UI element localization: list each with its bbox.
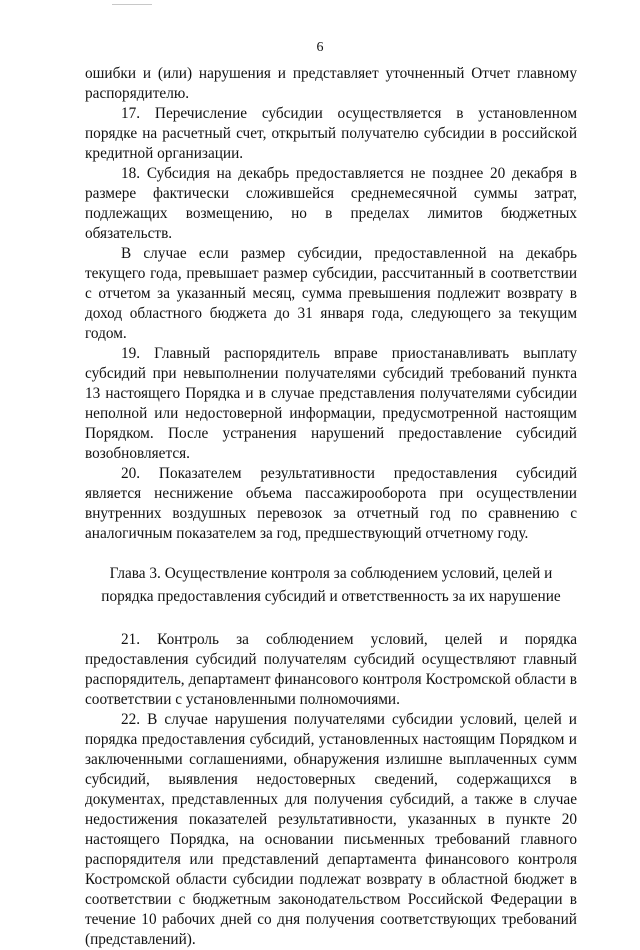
document-body bbox=[85, 64, 577, 950]
page-number: 6 bbox=[316, 40, 324, 55]
paragraph-21: 21. Контроль за соблюдением условий, целей и порядка предоставления субсидий получателям субсидий осуществляют главный распорядитель, департамент финансового контроля Костромской области в соответствии с установленными полномочиями. bbox=[85, 631, 577, 708]
chapter-heading: Глава 3. Осуществление контроля за соблюдением условий, целей и порядка предоставления субсидий и ответственность за их нарушение bbox=[101, 565, 561, 605]
paragraph-continuation: ошибки и (или) нарушения и представляет уточненный Отчет главному распорядителю. bbox=[85, 65, 577, 102]
paragraph-18-case: В случае если размер субсидии, предоставленной на декабрь текущего года, превышает размер субсидии, рассчитанный в соответствии с отчетом за указанный месяц, сумма превышения подлежит возврату в доход областного бюджета до 31 января года, следующего за текущим годом. bbox=[85, 245, 577, 342]
paragraph-18: 18. Субсидия на декабрь предоставляется не позднее 20 декабря в размере фактически сложившейся среднемесячной суммы затрат, подлежащих возмещению, но в пределах лимитов бюджетных обязательств. bbox=[85, 165, 577, 242]
scan-edge-mark bbox=[112, 0, 152, 5]
paragraph-22: 22. В случае нарушения получателями субсидии условий, целей и порядка предоставления субсидий, установленных настоящим Порядком и заключенными соглашениями, обнаружения излишне выплаченных сумм субсидий, выявления недостоверных сведений, содержащихся в документах, представленных для получения субсидий, а также в случае недостижения показателей результативности, указанных в пункте 20 настоящего Порядка, на основании письменных требований главного распорядителя или представлений департамента финансового контроля Костромской области субсидии подлежат возврату в областной бюджет в соответствии с бюджетным законодательством Российской Федерации в течение 10 рабочих дней со дня получения соответствующих требований (представлений). bbox=[85, 711, 577, 948]
paragraph-19: 19. Главный распорядитель вправе приостанавливать выплату субсидий при невыполнении получателями субсидий требований пункта 13 настоящего Порядка и в случае представления получателями субсидии неполной или недостоверной информации, предусмотренной настоящим Порядком. После устранения нарушений предоставление субсидий возобновляется. bbox=[85, 345, 577, 462]
paragraph-20: 20. Показателем результативности предоставления субсидий является неснижение объема пассажирооборота при осуществлении внутренних воздушных перевозок за отчетный год по сравнению с аналогичным показателем за год, предшествующий отчетному году. bbox=[85, 465, 577, 542]
paragraph-17: 17. Перечисление субсидии осуществляется в установленном порядке на расчетный счет, открытый получателю субсидии в российской кредитной организации. bbox=[85, 105, 577, 162]
